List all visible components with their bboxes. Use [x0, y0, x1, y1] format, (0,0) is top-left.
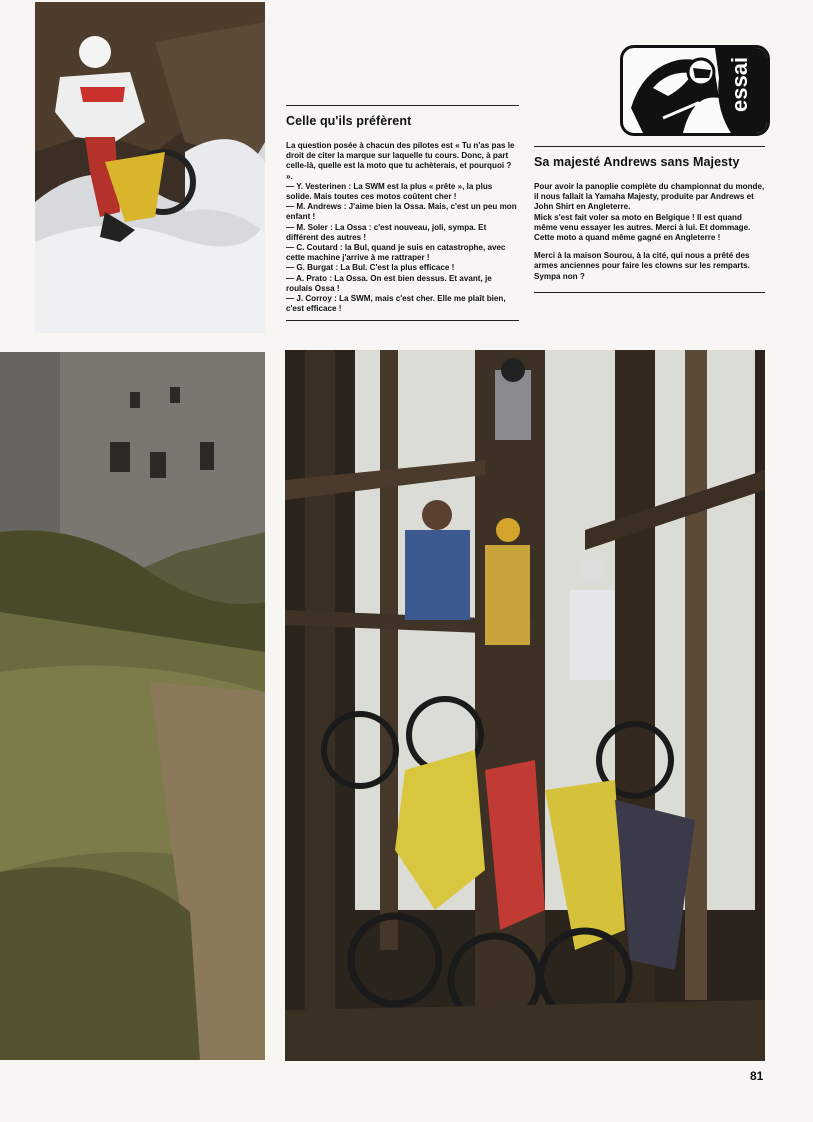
- paragraph: — J. Corroy : La SWM, mais c'est cher. Elle me plaît bien, c'est efficace !: [286, 294, 506, 314]
- top-rule: [534, 146, 765, 147]
- logo-text: essai: [727, 56, 752, 112]
- bottom-rule: [286, 320, 519, 321]
- paragraph: — M. Andrews : J'aime bien la Ossa. Mais, c'est un peu mon enfant !: [286, 202, 517, 222]
- right-article-column: [534, 146, 765, 293]
- bottom-rule: [534, 292, 765, 293]
- page-number: 81: [750, 1069, 764, 1083]
- left-article-body: [286, 141, 519, 314]
- right-article-title: Sa majesté Andrews sans Majesty: [534, 155, 740, 169]
- paragraph: Pour avoir la panoplie complète du championnat du monde, il nous fallait la Yamaha Majesty, produite par Andrews et John Shirt en Angleterre.: [534, 182, 765, 212]
- castle-ramparts-photo: [0, 352, 265, 1060]
- right-article-body: [534, 182, 765, 282]
- rider-water-photo: [35, 2, 265, 333]
- paragraph: Mick s'est fait voler sa moto en Belgique ! Il est quand même venu essayer les autres. Merci à lui. Et dommage. Cette moto a quand même gagné en Angleterre !: [534, 212, 751, 243]
- paragraph: Merci à la maison Sourou, à la cité, qui nous a prêté des armes anciennes pour faire les clowns sur les remparts. Sympa non ?: [534, 251, 750, 281]
- paragraph: — A. Prato : La Ossa. On est bien dessus. Et avant, je roulais Ossa !: [286, 273, 492, 293]
- left-article-column: [286, 105, 519, 321]
- left-article-title: Celle qu'ils préfèrent: [286, 114, 412, 128]
- top-rule: [286, 105, 519, 106]
- paragraph: — C. Coutard : la Bul, quand je suis en catastrophe, avec cette machine j'arrive à me rattraper !: [286, 243, 506, 263]
- essai-logo: [620, 45, 770, 136]
- paragraph: — M. Soler : La Ossa : c'est nouveau, joli, sympa. Et différent des autres !: [286, 222, 487, 242]
- paragraph: — G. Burgat : La Bul. C'est la plus efficace !: [286, 263, 455, 273]
- riders-tree-photo: [285, 350, 765, 1061]
- paragraph: La question posée à chacun des pilotes est « Tu n'as pas le droit de citer la marque sur laquelle tu cours. Donc, à part celle-là, quelle est la moto que tu achèterais, et pourquoi ? ».: [286, 141, 515, 181]
- paragraph: — Y. Vesterinen : La SWM est la plus « prête », la plus solide. Mais toutes ces motos coûtent cher !: [286, 181, 493, 202]
